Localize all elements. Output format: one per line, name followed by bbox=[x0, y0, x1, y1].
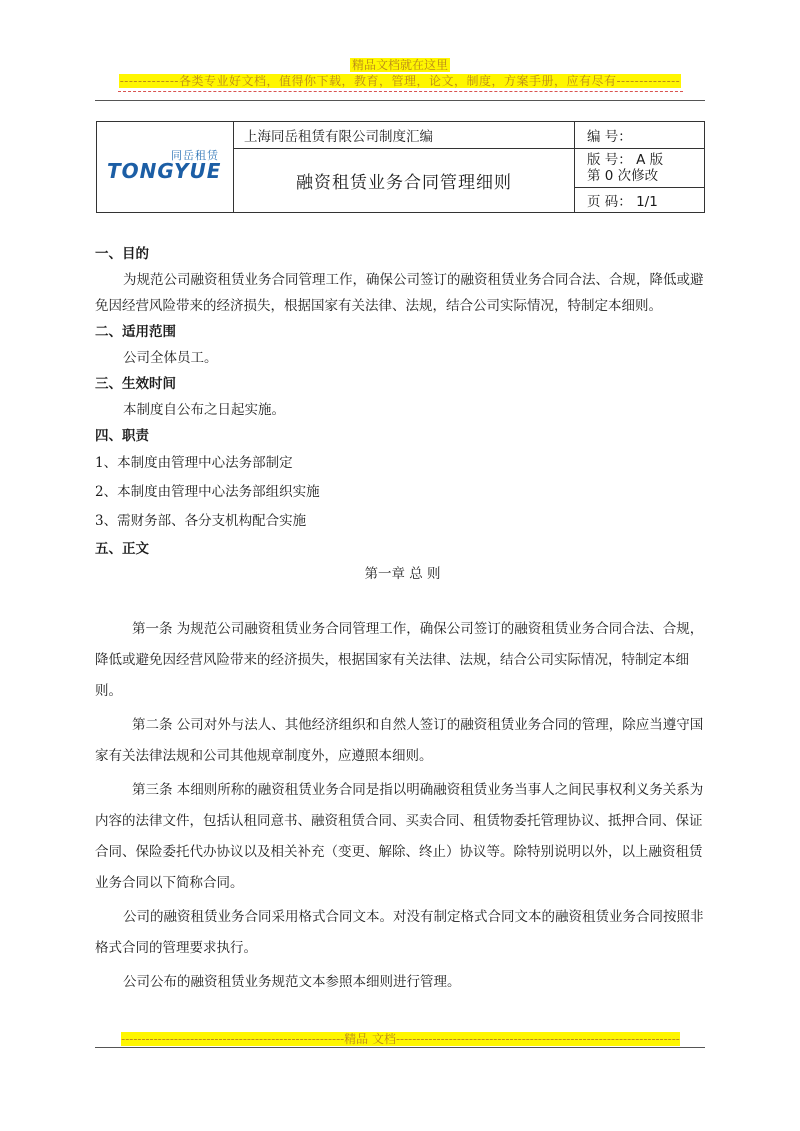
paragraph-format-contract: 公司的融资租赁业务合同采用格式合同文本。对没有制定格式合同文本的融资租赁业务合同按照非格式合同的管理要求执行。 bbox=[95, 909, 704, 956]
duties-list bbox=[95, 449, 710, 536]
header-banner-text: 精品文档就在这里 bbox=[351, 58, 448, 72]
section-title-main: 五、正文 bbox=[95, 541, 149, 557]
section-title-scope: 二、适用范围 bbox=[95, 324, 176, 340]
section-text-scope: 公司全体员工。 bbox=[123, 350, 218, 366]
header-divider bbox=[95, 100, 705, 101]
footer-banner-text: -------------------------------------------------------精品 文档---------------------------------------------------------------------- bbox=[121, 1032, 680, 1046]
document-meta-table bbox=[96, 121, 705, 213]
list-item: 1、本制度由管理中心法务部制定 bbox=[95, 455, 293, 471]
logo-cell bbox=[97, 122, 234, 213]
logo-cn-text: 同岳租赁 bbox=[171, 149, 219, 162]
article-1: 第一条 为规范公司融资租赁业务合同管理工作，确保公司签订的融资租赁业务合同合法、合规，降低或避免因经营风险带来的经济损失，根据国家有关法律、法规，结合公司实际情况，特制定本细则。 bbox=[95, 621, 704, 699]
logo-en-text: TONGYUE bbox=[107, 159, 222, 183]
chapter-heading: 第一章 总 则 bbox=[364, 566, 441, 582]
page-number-label: 页 码： 1/1 bbox=[575, 188, 705, 213]
version-label: 版 号： A 版 bbox=[587, 152, 664, 169]
chapter-body bbox=[95, 614, 710, 998]
section-text-effective: 本制度自公布之日起实施。 bbox=[123, 402, 285, 418]
header-banner bbox=[0, 56, 800, 73]
section-title-duties: 四、职责 bbox=[95, 428, 149, 444]
list-item: 2、本制度由管理中心法务部组织实施 bbox=[95, 484, 320, 500]
section-title-effective: 三、生效时间 bbox=[95, 376, 176, 392]
header-subbanner bbox=[0, 72, 800, 89]
footer-divider bbox=[95, 1047, 705, 1048]
paragraph-spec-text: 公司公布的融资租赁业务规范文本参照本细则进行管理。 bbox=[123, 974, 461, 990]
company-logo bbox=[97, 147, 233, 187]
header-subbanner-text: -------------各类专业好文档，值得你下载，教育，管理，论文，制度，方案手册，应有尽有-------------- bbox=[119, 74, 681, 88]
article-2: 第二条 公司对外与法人、其他经济组织和自然人签订的融资租赁业务合同的管理，除应当遵守国家有关法律法规和公司其他规章制度外，应遵照本细则。 bbox=[95, 717, 704, 764]
revision-label: 第 0 次修改 bbox=[587, 168, 659, 185]
section-text-purpose: 为规范公司融资租赁业务合同管理工作，确保公司签订的融资租赁业务合同合法、合规，降低或避免因经营风险带来的经济损失，根据国家有关法律、法规，结合公司实际情况，特制定本细则。 bbox=[95, 272, 704, 314]
header-divider-red bbox=[118, 91, 683, 92]
footer-banner bbox=[118, 1030, 683, 1047]
doc-number-label: 编 号： bbox=[575, 122, 705, 149]
article-3: 第三条 本细则所称的融资租赁业务合同是指以明确融资租赁业务当事人之间民事权利义务关系为内容的法律文件，包括认租同意书、融资租赁合同、买卖合同、租赁物委托管理协议、抵押合同、保证合同、保险委托代办协议以及相关补充（变更、解除、终止）协议等。除特别说明以外，以上融资租赁业务合同以下简称合同。 bbox=[95, 782, 704, 891]
document-body bbox=[95, 241, 710, 587]
version-cell bbox=[575, 149, 705, 188]
document-title: 融资租赁业务合同管理细则 bbox=[234, 149, 575, 213]
section-title-purpose: 一、目的 bbox=[95, 246, 149, 262]
company-name: 上海同岳租赁有限公司制度汇编 bbox=[234, 122, 575, 149]
list-item: 3、需财务部、各分支机构配合实施 bbox=[95, 513, 307, 529]
